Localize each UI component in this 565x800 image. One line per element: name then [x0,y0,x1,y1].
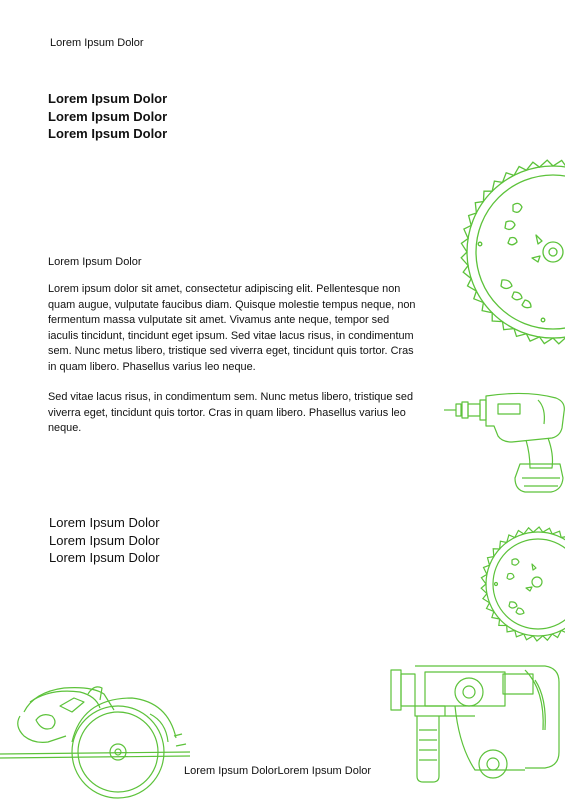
circular-saw-icon [0,672,195,800]
saw-blade-icon [458,160,565,345]
top-label: Lorem Ipsum Dolor [50,37,144,49]
lower-text-block [49,514,160,567]
paragraph: Sed vitae lacus risus, in condimentum sem. Nunc metus libero, tristique sed viverra eget, tincidunt quis tortor. Cras in quam libero. Phasellus varius leo neque. [48,391,413,434]
lower-line: Lorem Ipsum Dolor [49,515,160,530]
rotary-hammer-icon [385,660,565,800]
lower-line: Lorem Ipsum Dolor [49,532,160,548]
body-text [48,282,420,452]
lower-line: Lorem Ipsum Dolor [49,550,160,565]
cordless-drill-icon [442,390,565,500]
heading-block [48,90,167,143]
saw-blade-small-icon [482,530,565,640]
saw-teeth [481,527,565,641]
section-label: Lorem Ipsum Dolor [48,256,142,268]
footer-text: Lorem Ipsum DolorLorem Ipsum Dolor [184,765,372,777]
heading-line: Lorem Ipsum Dolor [48,91,168,106]
heading-line: Lorem Ipsum Dolor [48,108,168,124]
paragraph: Lorem ipsum dolor sit amet, consectetur adipiscing elit. Pellentesque non quam augue, vulputate faucibus diam. Quisque molestie tempus neque, non fermentum massa vulputate sit amet. Vivamus ante neque, tempor sed iaculis tincidunt, tincidunt eget ipsum. Sed vitae lacus risus, in condimentum sem. Nunc metus libero, tristique sed viverra eget, tincidunt quis tortor. Cras in quam libero. Phasellus varius leo neque. [48,283,416,373]
heading-line: Lorem Ipsum Dolor [48,126,168,141]
